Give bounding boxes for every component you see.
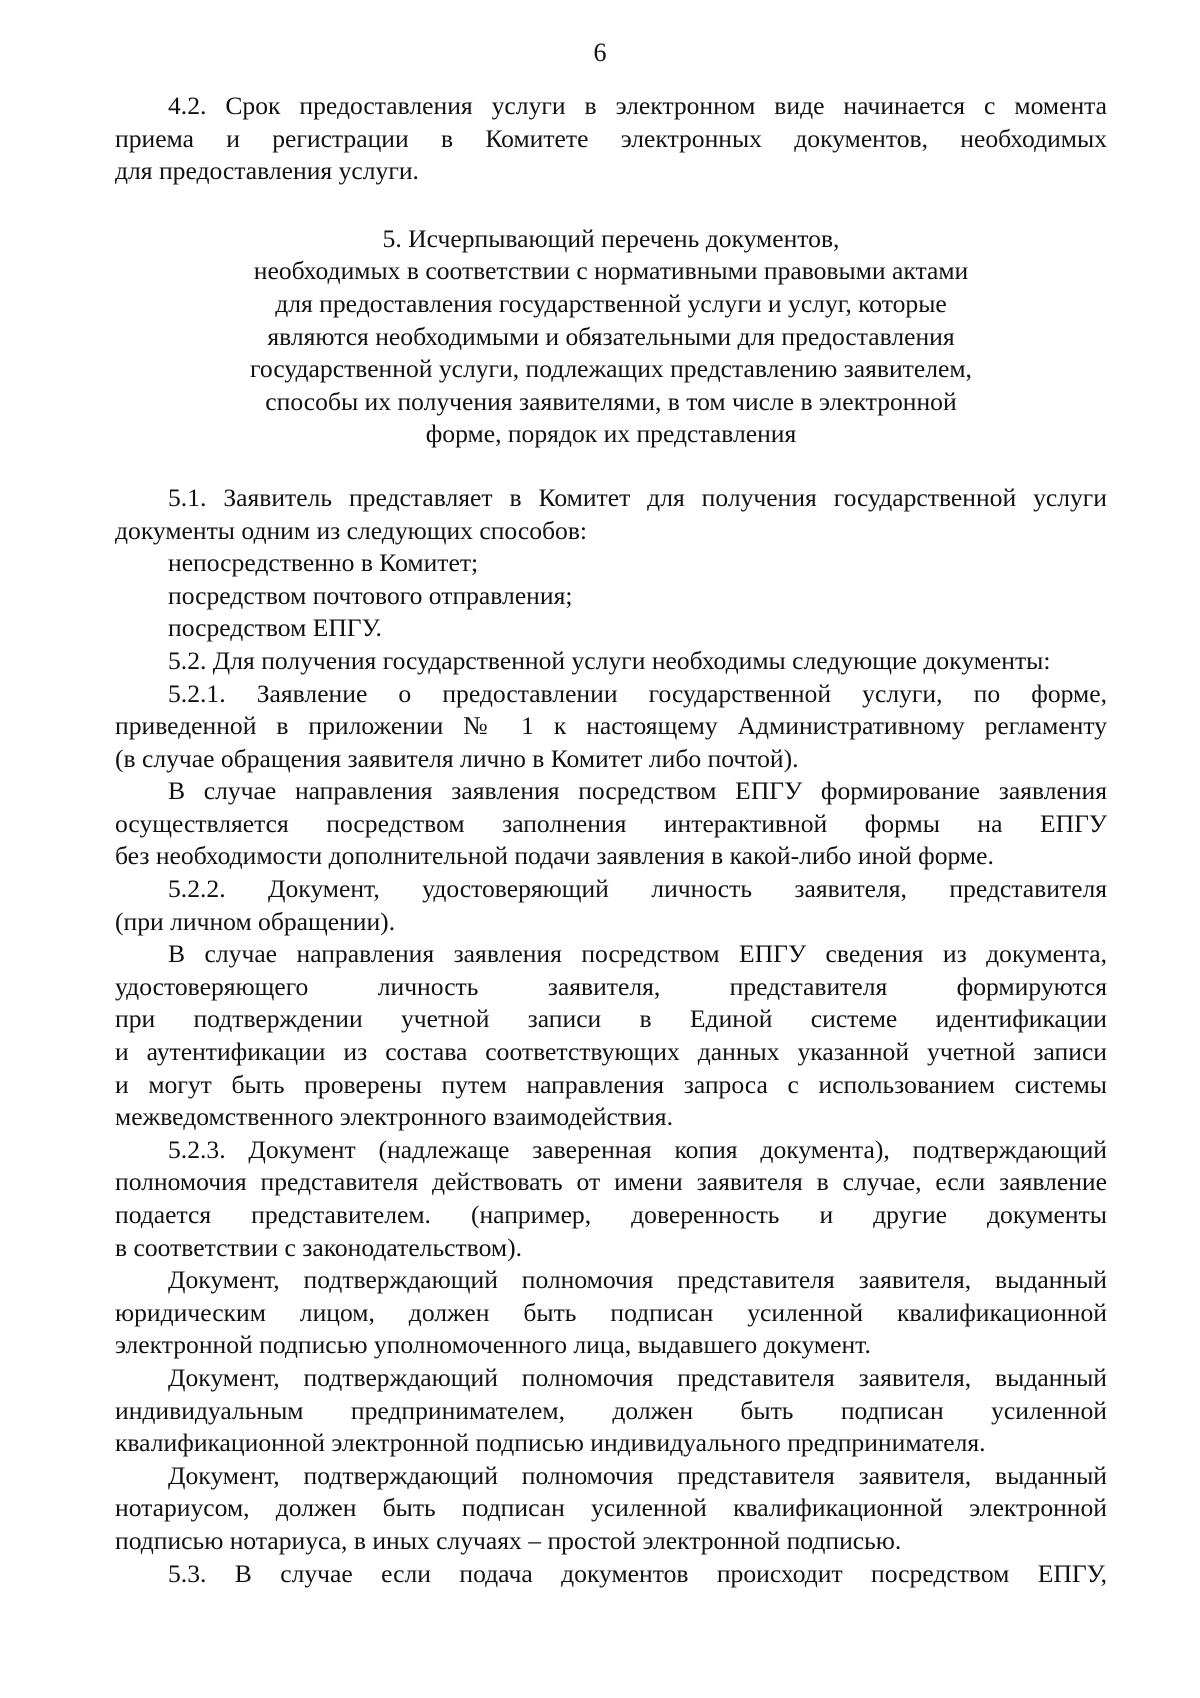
paragraph-5-2-3 <box>115 1134 1107 1264</box>
text-line: (при личном обращении). <box>115 906 396 936</box>
text-line: подписью нотариуса, в иных случаях – простой электронной подписью. <box>115 1525 902 1555</box>
text-line: удостоверяющего личность заявителя, представителя формируются <box>115 971 1107 1001</box>
text-line: В случае направления заявления посредством ЕПГУ сведения из документа, <box>168 939 1107 969</box>
text-line: электронной подписью уполномоченного лица, выдавшего документ. <box>115 1330 871 1360</box>
text-line: и могут быть проверены путем направления запроса с использованием системы <box>115 1069 1107 1099</box>
text-line: индивидуальным предпринимателем, должен быть подписан усиленной <box>115 1395 1107 1425</box>
paragraph-notary <box>115 1460 1107 1558</box>
paragraph-legal-entity <box>115 1264 1107 1362</box>
text-line: 5.2.3. Документ (надлежаще заверенная копия документа), подтверждающий <box>168 1134 1107 1164</box>
document-body <box>115 90 1107 1590</box>
heading-line: способы их получения заявителями, в том числе в электронной <box>265 386 957 416</box>
text-line: и аутентификации из состава соответствующих данных указанной учетной записи <box>115 1037 1107 1067</box>
text-line: 5.3. В случае если подача документов происходит посредством ЕПГУ, <box>168 1558 1107 1588</box>
submission-methods-list <box>115 547 1107 645</box>
heading-line: являются необходимыми и обязательными для предоставления <box>267 321 955 351</box>
text-line: для предоставления услуги. <box>115 156 419 186</box>
text-line: (в случае обращения заявителя лично в Комитет либо почтой). <box>115 743 799 773</box>
heading-line: 5. Исчерпывающий перечень документов, <box>382 223 840 253</box>
paragraph-5-3 <box>115 1558 1107 1591</box>
text-line: полномочия представителя действовать от имени заявителя в случае, если заявление <box>115 1167 1107 1197</box>
text-line: нотариусом, должен быть подписан усиленной квалификационной электронной <box>115 1493 1107 1523</box>
text-line: 5.2.2. Документ, удостоверяющий личность заявителя, представителя <box>168 874 1107 904</box>
text-line: Документ, подтверждающий полномочия представителя заявителя, выданный <box>168 1265 1107 1295</box>
heading-line: форме, порядок их представления <box>425 419 797 449</box>
text-line: подается представителем. (например, доверенность и другие документы <box>115 1200 1107 1229</box>
text-line: документы одним из следующих способов: <box>115 515 588 545</box>
text-line: без необходимости дополнительной подачи заявления в какой-либо иной форме. <box>115 841 994 871</box>
paragraph-individual-entrepreneur <box>115 1362 1107 1460</box>
text-line: В случае направления заявления посредством ЕПГУ формирование заявления <box>168 776 1107 806</box>
paragraph-5-2-2 <box>115 873 1107 938</box>
paragraph-5-2-1 <box>115 678 1107 776</box>
text-line: межведомственного электронного взаимодействия. <box>115 1102 673 1132</box>
heading-line: государственной услуги, подлежащих представлению заявителем, <box>250 354 972 384</box>
text-line: при подтверждении учетной записи в Единой системе идентификации <box>115 1004 1107 1034</box>
paragraph-epgu-application <box>115 775 1107 873</box>
page-number: 6 <box>593 38 607 67</box>
text-line: квалификационной электронной подписью индивидуального предпринимателя. <box>115 1428 986 1458</box>
list-item: посредством ЕПГУ. <box>168 613 382 643</box>
text-line: приведенной в приложении № 1 к настоящему Административному регламенту <box>115 711 1107 741</box>
paragraph-5-2 <box>115 645 1107 678</box>
text-line: 5.1. Заявитель представляет в Комитет для получения государственной услуги <box>168 482 1107 512</box>
section-5-heading <box>115 223 1107 451</box>
text-line: Документ, подтверждающий полномочия представителя заявителя, выданный <box>168 1460 1107 1490</box>
heading-line: необходимых в соответствии с нормативными правовыми актами <box>253 256 969 286</box>
text-line: 5.2.1. Заявление о предоставлении государственной услуги, по форме, <box>168 678 1107 708</box>
list-item: непосредственно в Комитет; <box>168 548 479 578</box>
text-line: 5.2. Для получения государственной услуги необходимы следующие документы: <box>168 645 1051 675</box>
text-line: юридическим лицом, должен быть подписан усиленной квалификационной <box>115 1297 1107 1327</box>
heading-line: для предоставления государственной услуги и услуг, которые <box>275 288 947 318</box>
text-line: 4.2. Срок предоставления услуги в электронном виде начинается с момента <box>168 91 1107 120</box>
text-line: в соответствии с законодательством). <box>115 1232 522 1262</box>
paragraph-5-1 <box>115 482 1107 547</box>
text-line: приема и регистрации в Комитете электронных документов, необходимых <box>115 123 1107 153</box>
paragraph-epgu-identity <box>115 938 1107 1134</box>
text-line: Документ, подтверждающий полномочия представителя заявителя, выданный <box>168 1362 1107 1392</box>
list-item: посредством почтового отправления; <box>168 580 573 610</box>
paragraph-4-2 <box>115 90 1107 188</box>
text-line: осуществляется посредством заполнения интерактивной формы на ЕПГУ <box>115 808 1107 838</box>
